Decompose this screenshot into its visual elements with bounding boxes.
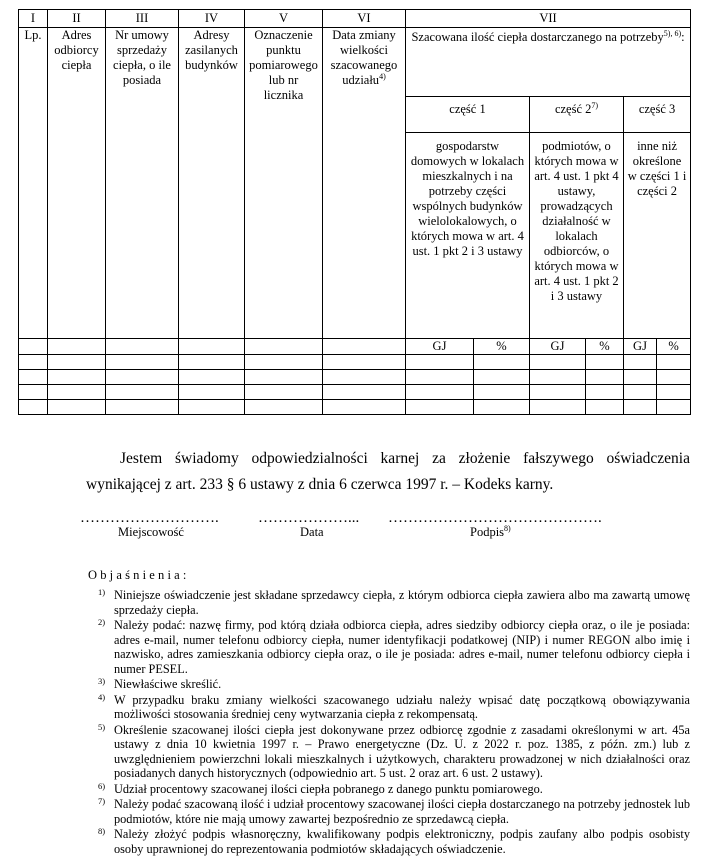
table-cell[interactable] (406, 400, 474, 415)
table-cell[interactable] (19, 370, 48, 385)
table-cell[interactable] (245, 385, 323, 400)
footnote-item (88, 723, 690, 781)
table-cell[interactable] (624, 355, 657, 370)
table-cell[interactable] (245, 339, 323, 355)
table-cell[interactable] (48, 370, 106, 385)
table-cell[interactable] (179, 370, 245, 385)
footnote-ref: 4) (379, 71, 386, 81)
footnote-text: W przypadku braku zmiany wielkości szacowanego udziału należy wpisać datę początkową obowiązywania możliwości stosowania średniej ceny wytwarzania ciepła z rekompensatą. (114, 692, 690, 721)
part-3-desc: inne niż określone w części 1 i części 2 (624, 133, 691, 339)
footnotes (88, 588, 690, 857)
table-row (19, 370, 691, 385)
footnote-text: Niniejsze oświadczenie jest składane sprzedawcy ciepła, z którym odbiorca ciepła zawiera albo ma zawartą umowę sprzedaży ciepła. (114, 588, 690, 617)
table-cell[interactable] (657, 355, 691, 370)
unit-percent: % (586, 339, 624, 355)
date-label: Data (300, 525, 324, 539)
table-cell[interactable] (474, 385, 530, 400)
table-cell[interactable] (48, 385, 106, 400)
header-metering-point: Oznaczenie punktu pomiarowego lub nr licznika (245, 28, 323, 339)
footnote-item (88, 588, 690, 617)
unit-percent: % (657, 339, 691, 355)
roman-header-row (19, 10, 691, 28)
explanations-title: Objaśnienia: (88, 568, 190, 582)
table-cell[interactable] (323, 339, 406, 355)
table-cell[interactable] (179, 385, 245, 400)
declaration (86, 446, 690, 498)
table-cell[interactable] (530, 385, 586, 400)
table-cell[interactable] (624, 370, 657, 385)
table-cell[interactable] (530, 400, 586, 415)
table-cell[interactable] (657, 385, 691, 400)
header-lp: Lp. (19, 28, 48, 339)
footnote-item (88, 827, 690, 856)
table-cell[interactable] (586, 370, 624, 385)
table-cell[interactable] (406, 355, 474, 370)
col-number: I (19, 10, 48, 28)
table-row (19, 385, 691, 400)
table-cell[interactable] (106, 339, 179, 355)
footnote-text: Należy podać szacowaną ilość i udział procentowy szacowanej ilości ciepła dostarczanego na potrzeby jednostek lub podmiotów, które nie mają umowy zawartej bezpośrednio ze sprzedawcą ciepła. (114, 797, 690, 826)
units-row (19, 339, 691, 355)
table-cell[interactable] (474, 370, 530, 385)
table-cell[interactable] (474, 400, 530, 415)
footnote-item (88, 797, 690, 826)
footnote-text: Niewłaściwe skreślić. (114, 677, 222, 691)
footnote-item (88, 782, 690, 797)
table-cell[interactable] (106, 370, 179, 385)
table-cell[interactable] (19, 355, 48, 370)
col-number: IV (179, 10, 245, 28)
part-2-label (530, 97, 624, 133)
place-label: Miejscowość (118, 525, 184, 539)
part-1-label: część 1 (406, 97, 530, 133)
footnote-number: 5) (98, 721, 106, 732)
table-cell[interactable] (657, 370, 691, 385)
footnote-ref: 5), 6) (663, 28, 682, 38)
footnote-number: 1) (98, 587, 106, 597)
table-cell[interactable] (657, 400, 691, 415)
table-cell[interactable] (406, 370, 474, 385)
table-cell[interactable] (406, 385, 474, 400)
table-cell[interactable] (19, 385, 48, 400)
header-estimated-heat (406, 28, 691, 97)
table-cell[interactable] (106, 400, 179, 415)
table-cell[interactable] (323, 355, 406, 370)
table-cell[interactable] (586, 355, 624, 370)
unit-gj: GJ (530, 339, 586, 355)
table-cell[interactable] (106, 385, 179, 400)
table-cell[interactable] (19, 339, 48, 355)
footnote-text: Należy złożyć podpis własnoręczny, kwalifikowany podpis elektroniczny, podpis zaufany albo podpis osobisty osoby uprawnionej do reprezentowania podmiotów składających oświadczenie. (114, 827, 690, 856)
header-row (19, 28, 691, 97)
table-cell[interactable] (530, 355, 586, 370)
declaration-line-1: Jestem świadomy odpowiedzialności karnej za złożenie fałszywego oświadczenia (120, 450, 690, 467)
footnote-number: 2) (98, 617, 106, 627)
footnote-text: Należy podać: nazwę firmy, pod którą działa odbiorca ciepła, adres siedziby odbiorcy ciepła oraz, o ile je posiada: adres e-mail, numer telefonu odbiorcy ciepła, numer identyfikacji podatkowej (NIP) i numer REGON albo imię i nazwisko, adres zamieszkania odbiorcy ciepła oraz, o ile je posiada: adres e-mail, numer telefonu odbiorcy ciepła i numer PESEL. (114, 618, 690, 676)
part-2-desc: podmiotów, o których mowa w art. 4 ust. 1 pkt 4 ustawy, prowadzących działalność w lokalach odbiorców, o których mowa w art. 4 ust. 1 pkt 2 i 3 ustawy (530, 133, 624, 339)
table-cell[interactable] (245, 370, 323, 385)
col-number: VII (406, 10, 691, 28)
footnote-number: 8) (98, 826, 106, 836)
table-cell[interactable] (323, 400, 406, 415)
table-cell[interactable] (48, 339, 106, 355)
header-buildings: Adresy zasilanych budynków (179, 28, 245, 339)
header-address: Adres odbiorcy ciepła (48, 28, 106, 339)
header-change-date-text: Data zmiany wielkości szacowanego udziału (330, 28, 398, 87)
part-3-label: część 3 (624, 97, 691, 133)
footnote-item (88, 618, 690, 676)
unit-gj: GJ (406, 339, 474, 355)
footnote-text: Określenie szacowanej ilości ciepła jest dokonywane przez odbiorcę zgodnie z zasadami określonymi w art. 45a ustawy z dnia 10 kwietnia 1997 r. – Prawo energetyczne (Dz. U. z 2022 r. poz. 1385, z późn. zm.) lub z uwzględnieniem powierzchni lokali mieszkalnych i użytkowych, charakteru prowadzonej w nich działalności oraz posiadanych danych historycznych (odpowiednio art. 5 ust. 2 oraz art. 6 ust. 2 ustawy). (114, 722, 690, 780)
part-2-label-text: część 2 (554, 102, 592, 116)
header-estimated-heat-text: Szacowana ilość ciepła dostarczanego na potrzeby (411, 30, 664, 44)
col-number: III (106, 10, 179, 28)
table-cell[interactable] (323, 370, 406, 385)
footnote-number: 7) (98, 796, 106, 806)
table-cell[interactable] (48, 355, 106, 370)
sign-signature-line[interactable]: ……………………………………. (388, 510, 602, 526)
col-number: II (48, 10, 106, 28)
table-cell[interactable] (48, 400, 106, 415)
table-cell[interactable] (586, 400, 624, 415)
table-cell[interactable] (624, 400, 657, 415)
table-cell[interactable] (179, 355, 245, 370)
footnote-number: 6) (98, 780, 106, 791)
table-cell[interactable] (245, 355, 323, 370)
footnote-number: 4) (98, 691, 106, 702)
table-cell[interactable] (586, 385, 624, 400)
footnote-number: 3) (98, 676, 106, 686)
table-cell[interactable] (474, 355, 530, 370)
sign-label (470, 525, 511, 540)
table-cell[interactable] (323, 385, 406, 400)
part-1-desc: gospodarstw domowych w lokalach mieszkalnych i na potrzeby części wspólnych budynków wielolokalowych, o których mowa w art. 4 ust. 1 pkt 2 i 3 ustawy (406, 133, 530, 339)
unit-gj: GJ (624, 339, 657, 355)
footnote-item (88, 677, 690, 692)
table-cell[interactable] (245, 400, 323, 415)
table-cell[interactable] (179, 400, 245, 415)
table-cell[interactable] (19, 400, 48, 415)
footnote-text: Udział procentowy szacowanej ilości ciepła pobranego z danego punktu pomiarowego. (114, 781, 543, 796)
table-cell[interactable] (624, 385, 657, 400)
footnote-ref: 7) (591, 100, 599, 110)
header-change-date (323, 28, 406, 339)
header-colon: : (681, 30, 685, 44)
table-cell[interactable] (179, 339, 245, 355)
header-contract-number: Nr umowy sprzedaży ciepła, o ile posiada (106, 28, 179, 339)
date-signature-line[interactable]: ………………... (258, 510, 360, 526)
table-row (19, 400, 691, 415)
col-number: VI (323, 10, 406, 28)
footnote-item (88, 693, 690, 722)
table-cell[interactable] (106, 355, 179, 370)
declaration-line-2: wynikającej z art. 233 § 6 ustawy z dnia 6 czerwca 1997 r. – Kodeks karny. (86, 476, 554, 493)
table-cell[interactable] (530, 370, 586, 385)
heat-estimate-table (18, 9, 691, 415)
place-signature-line[interactable]: ………………………. (80, 510, 219, 526)
col-number: V (245, 10, 323, 28)
unit-percent: % (474, 339, 530, 355)
table-row (19, 355, 691, 370)
sign-label-text: Podpis (470, 525, 505, 539)
footnote-ref: 8) (504, 523, 511, 533)
